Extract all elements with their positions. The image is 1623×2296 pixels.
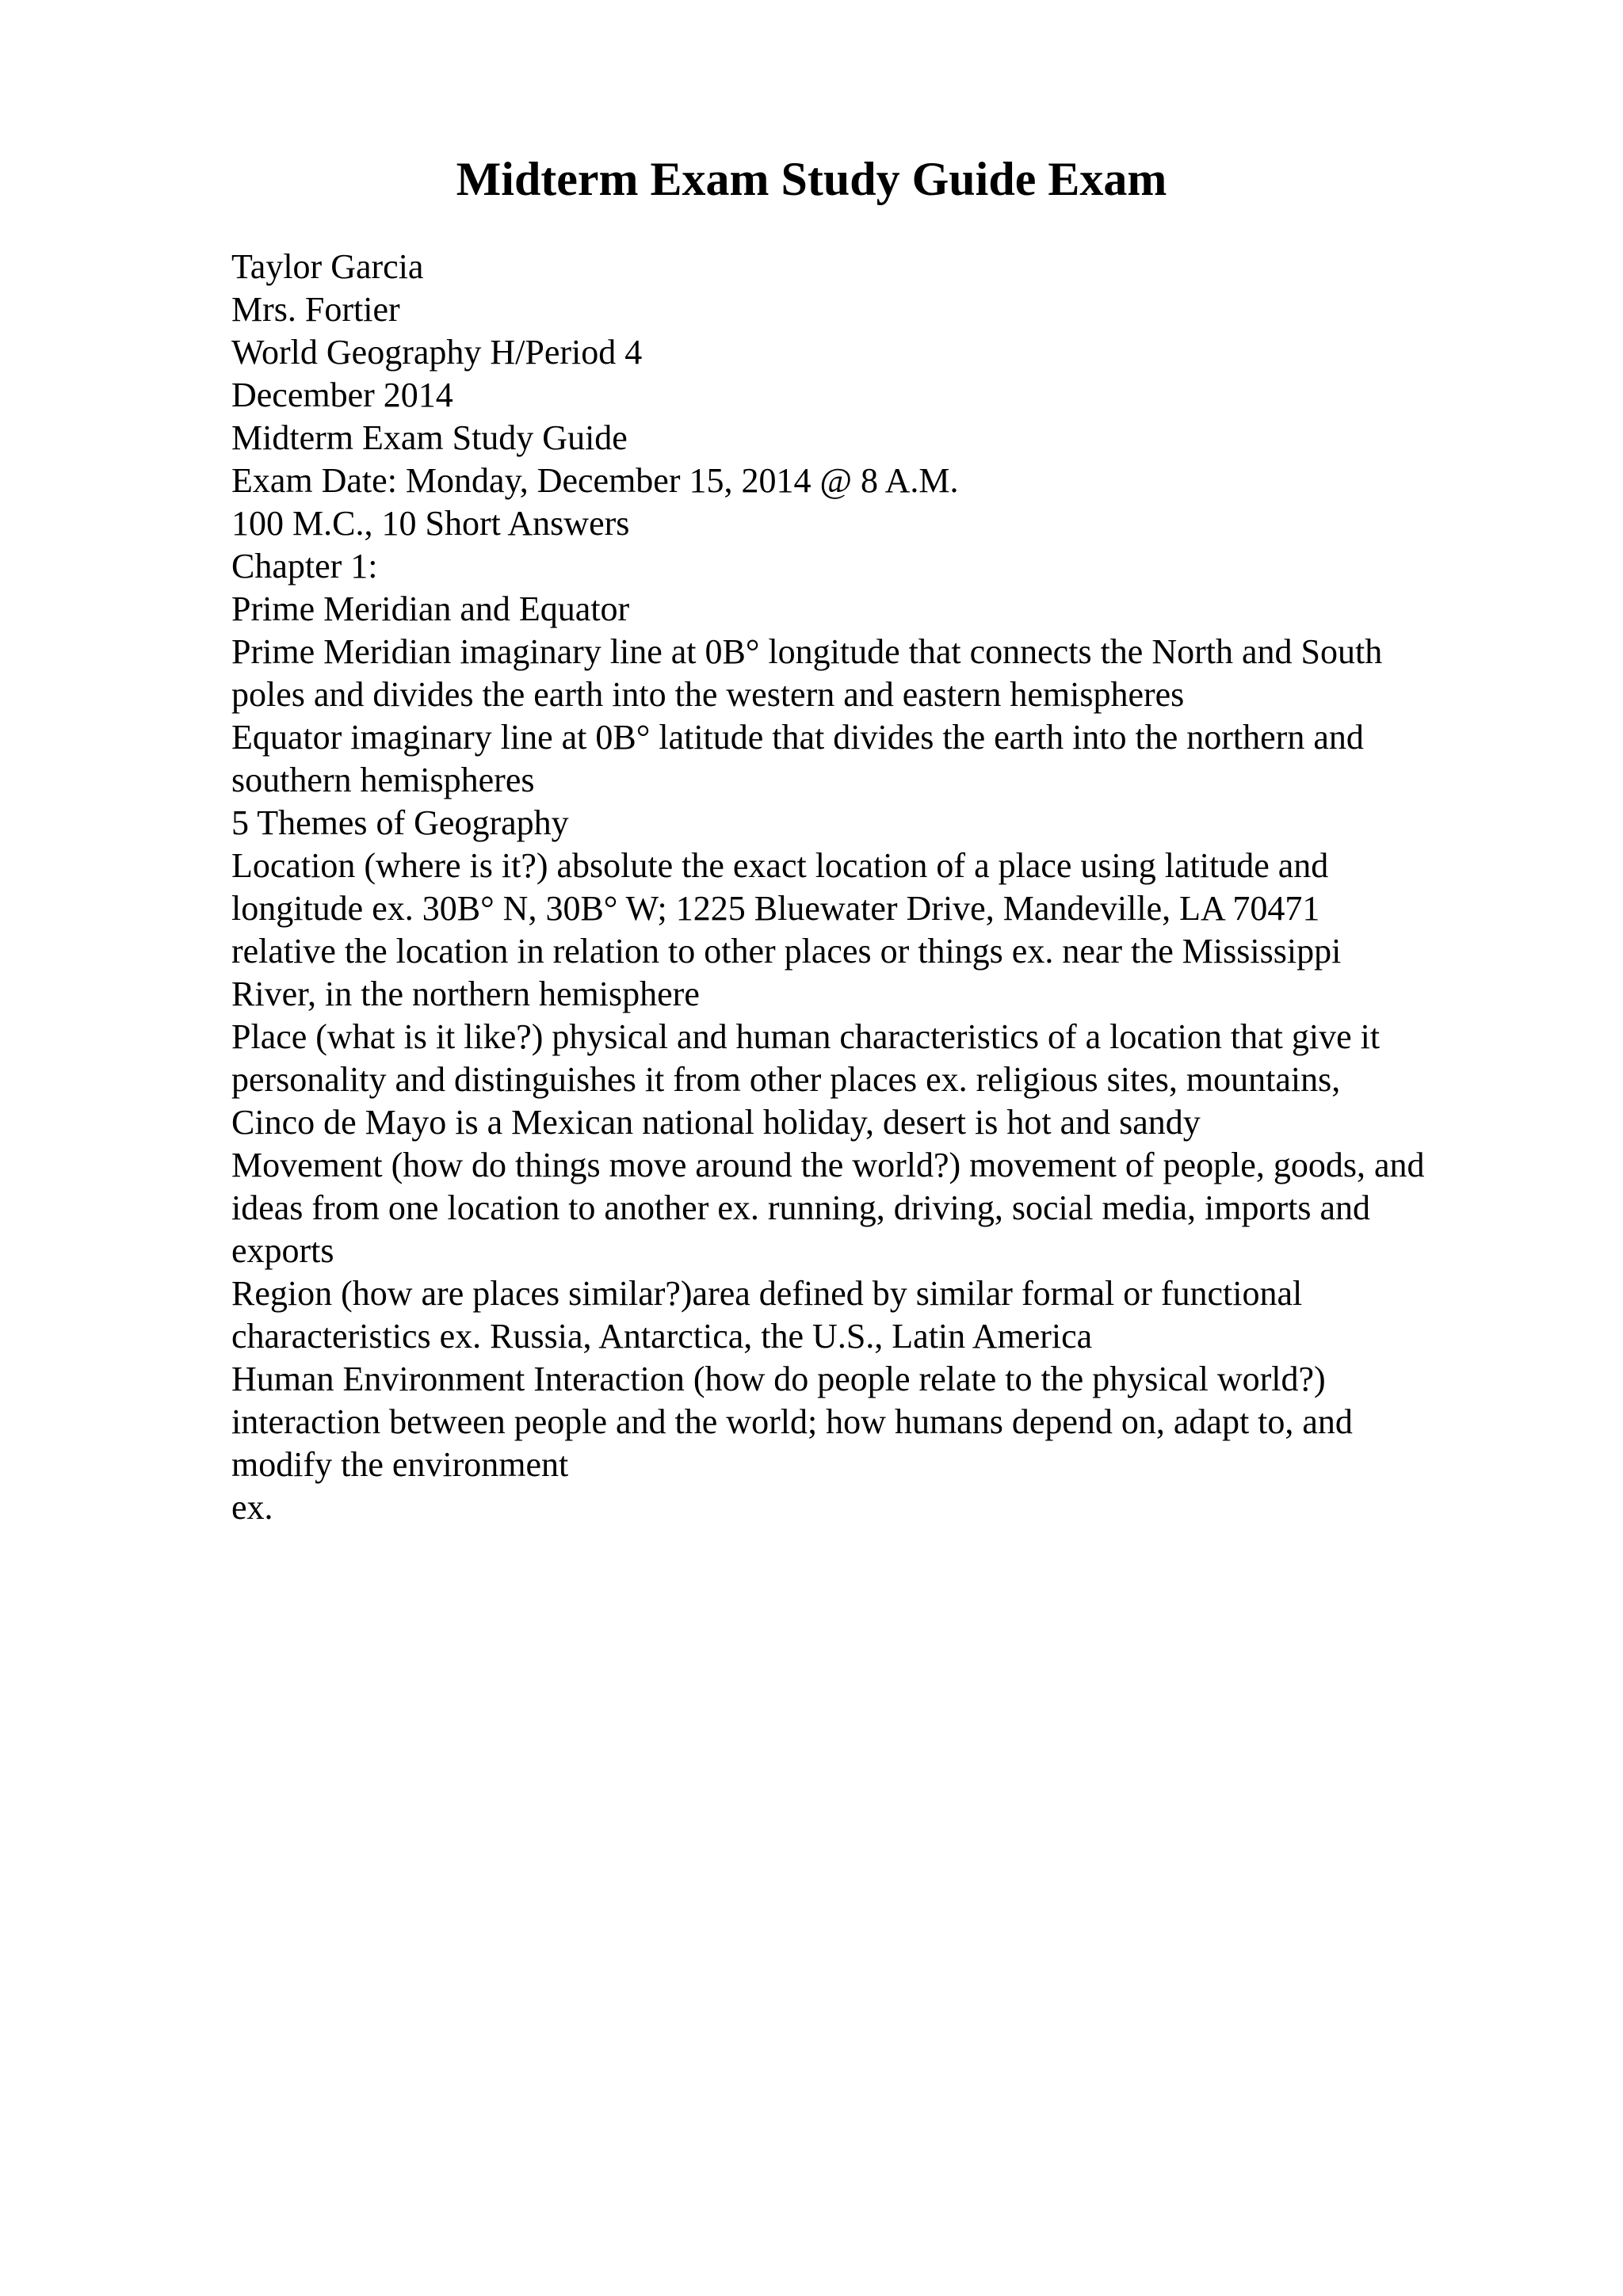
document-title: Midterm Exam Study Guide Exam bbox=[456, 153, 1167, 205]
section-heading: 5 Themes of Geography bbox=[231, 803, 569, 842]
body-line: ideas from one location to another ex. running, driving, social media, imports and bbox=[231, 1188, 1370, 1227]
body-line: characteristics ex. Russia, Antarctica, the U.S., Latin America bbox=[231, 1317, 1093, 1356]
document-body bbox=[231, 246, 1531, 1529]
guide-heading: Midterm Exam Study Guide bbox=[231, 418, 628, 457]
body-line: Prime Meridian imaginary line at 0B° longitude that connects the North and South bbox=[231, 632, 1383, 671]
body-line: River, in the northern hemisphere bbox=[231, 974, 700, 1013]
document-date: December 2014 bbox=[231, 376, 453, 414]
body-line: relative the location in relation to other places or things ex. near the Mississippi bbox=[231, 932, 1342, 971]
body-line: poles and divides the earth into the western and eastern hemispheres bbox=[231, 675, 1185, 714]
body-line: Movement (how do things move around the world?) movement of people, goods, and bbox=[231, 1146, 1425, 1184]
teacher-name: Mrs. Fortier bbox=[231, 290, 400, 329]
body-line: ex. bbox=[231, 1488, 273, 1527]
body-line: Equator imaginary line at 0B° latitude that divides the earth into the northern and bbox=[231, 718, 1364, 757]
chapter-heading: Chapter 1: bbox=[231, 547, 378, 585]
body-line: southern hemispheres bbox=[231, 761, 535, 799]
exam-date: Exam Date: Monday, December 15, 2014 @ 8 A.M. bbox=[231, 461, 959, 500]
section-heading: Prime Meridian and Equator bbox=[231, 589, 630, 628]
body-line: personality and distinguishes it from other places ex. religious sites, mountains, bbox=[231, 1060, 1341, 1099]
body-line: Region (how are places similar?)area defined by similar formal or functional bbox=[231, 1274, 1303, 1313]
body-line: longitude ex. 30B° N, 30B° W; 1225 Bluewater Drive, Mandeville, LA 70471 bbox=[231, 889, 1320, 928]
body-line: interaction between people and the world; how humans depend on, adapt to, and bbox=[231, 1402, 1353, 1441]
course-period: World Geography H/Period 4 bbox=[231, 333, 643, 372]
body-line: modify the environment bbox=[231, 1445, 569, 1484]
student-name: Taylor Garcia bbox=[231, 247, 424, 286]
body-line: Location (where is it?) absolute the exact location of a place using latitude and bbox=[231, 846, 1329, 885]
exam-format: 100 M.C., 10 Short Answers bbox=[231, 504, 630, 543]
body-line: Place (what is it like?) physical and human characteristics of a location that give it bbox=[231, 1017, 1381, 1056]
body-line: Cinco de Mayo is a Mexican national holiday, desert is hot and sandy bbox=[231, 1103, 1201, 1142]
body-line: exports bbox=[231, 1231, 334, 1270]
body-line: Human Environment Interaction (how do people relate to the physical world?) bbox=[231, 1360, 1326, 1398]
